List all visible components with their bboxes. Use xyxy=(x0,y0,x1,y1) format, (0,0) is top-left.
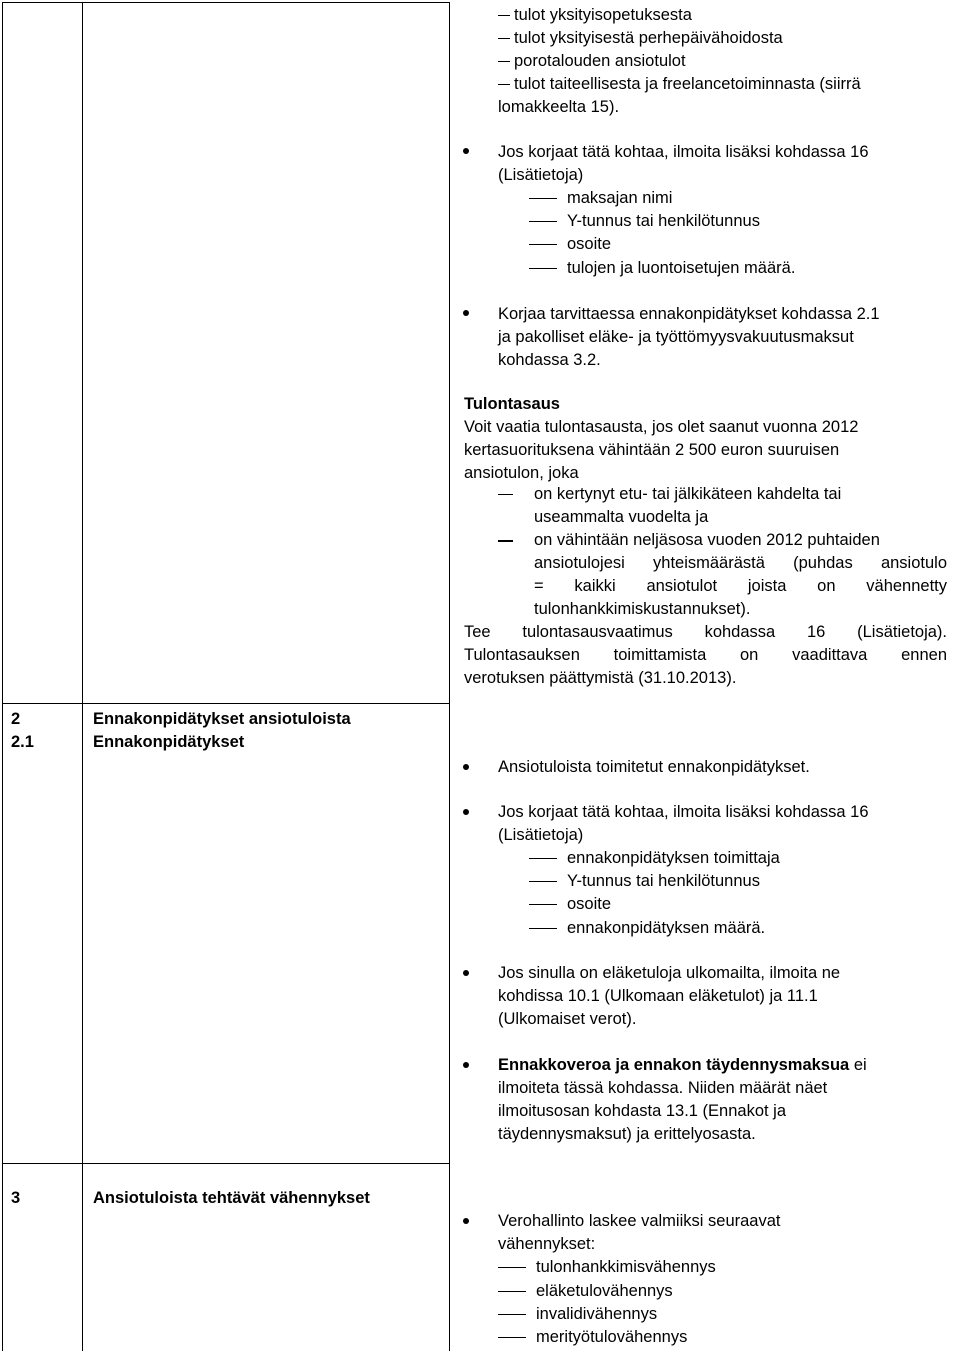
s3-item: merityötulovähennys xyxy=(498,1326,687,1349)
condition-2-cont: ansiotulojesi yhteismäärästä (puhdas ansiotulo xyxy=(534,554,947,572)
s2-bullet-4-cont: täydennysmaksut) ja erittelyosasta. xyxy=(498,1125,756,1143)
correct-intro-cont: (Lisätietoja) xyxy=(498,166,584,184)
s2-item: osoite xyxy=(529,893,611,916)
section-2-divider xyxy=(2,703,449,704)
dash-icon xyxy=(498,540,513,542)
correct-item: maksajan nimi xyxy=(529,187,672,210)
s2-item: ennakonpidätyksen toimittaja xyxy=(529,847,780,870)
income-item: tulot taiteellisesta ja freelancetoiminnasta (siirrä xyxy=(498,73,861,96)
tulontasaus-heading: Tulontasaus xyxy=(464,395,560,413)
s2-bullet-4 xyxy=(498,1054,867,1077)
bullet-icon xyxy=(463,148,469,154)
bullet-icon xyxy=(463,970,469,976)
s2-bullet-3: Jos sinulla on eläketuloja ulkomailta, ilmoita ne xyxy=(498,964,841,982)
correct-item: Y-tunnus tai henkilötunnus xyxy=(529,210,760,233)
tulontasaus-intro: Voit vaatia tulontasausta, jos olet saanut vuonna 2012 xyxy=(464,418,859,436)
bullet-icon xyxy=(463,764,469,770)
income-item: tulot yksityisopetuksesta xyxy=(498,4,692,27)
table-col-divider-2 xyxy=(449,2,450,1351)
condition-2-cont: = kaikki ansiotulot joista on vähennetty xyxy=(534,577,947,595)
correct-item: osoite xyxy=(529,233,611,256)
tulontasaus-outro: Tee tulontasausvaatimus kohdassa 16 (Lisätietoja). xyxy=(464,623,947,641)
s3-item: eläketulovähennys xyxy=(498,1280,673,1303)
s3-item: invalidivähennys xyxy=(498,1303,657,1326)
bullet-icon xyxy=(463,809,469,815)
s2-bullet-4-bold: Ennakkoveroa ja ennakon täydennysmaksua xyxy=(498,1056,850,1074)
fix-line: ja pakolliset eläke- ja työttömyysvakuutusmaksut xyxy=(498,328,854,346)
section-3-divider xyxy=(2,1163,449,1164)
s2-bullet-4-cont: ilmoiteta tässä kohdassa. Niiden määrät näet xyxy=(498,1079,828,1097)
bullet-icon xyxy=(463,1218,469,1224)
table-left-border xyxy=(2,2,3,1351)
section-3-title: Ansiotuloista tehtävät vähennykset xyxy=(93,1189,370,1207)
tulontasaus-intro: kertasuorituksena vähintään 2 500 euron suuruisen xyxy=(464,441,840,459)
section-2-number: 2 xyxy=(11,710,21,728)
condition-1-cont: useammalta vuodelta ja xyxy=(534,508,709,526)
income-item-continued: lomakkeelta 15). xyxy=(498,98,620,116)
table-col-divider-1 xyxy=(82,2,83,1351)
income-item: porotalouden ansiotulot xyxy=(498,50,686,73)
s3-bullet-1-cont: vähennykset: xyxy=(498,1235,596,1253)
tulontasaus-outro: verotuksen päättymistä (31.10.2013). xyxy=(464,669,737,687)
condition-1: on kertynyt etu- tai jälkikäteen kahdelta tai xyxy=(534,485,842,503)
bullet-icon xyxy=(463,1062,469,1068)
s2-item: ennakonpidätyksen määrä. xyxy=(529,917,765,940)
tulontasaus-intro: ansiotulon, joka xyxy=(464,464,579,482)
income-item: tulot yksityisestä perhepäivähoidosta xyxy=(498,27,783,50)
s2-bullet-2: Jos korjaat tätä kohtaa, ilmoita lisäksi kohdassa 16 xyxy=(498,803,869,821)
s2-bullet-4-rest: ei xyxy=(849,1056,867,1074)
correct-item: tulojen ja luontoisetujen määrä. xyxy=(529,257,795,280)
correct-intro: Jos korjaat tätä kohtaa, ilmoita lisäksi kohdassa 16 xyxy=(498,143,869,161)
s2-bullet-1: Ansiotuloista toimitetut ennakonpidätykset. xyxy=(498,758,810,776)
s2-item: Y-tunnus tai henkilötunnus xyxy=(529,870,760,893)
bullet-icon xyxy=(463,310,469,316)
condition-2: on vähintään neljäsosa vuoden 2012 puhtaiden xyxy=(534,531,880,549)
condition-2-cont: tulonhankkimiskustannukset). xyxy=(534,600,751,618)
section-2-1-number: 2.1 xyxy=(11,733,34,751)
table-top-border xyxy=(2,2,449,3)
section-2-1-title: Ennakonpidätykset xyxy=(93,733,245,751)
s2-bullet-3-cont: kohdissa 10.1 (Ulkomaan eläketulot) ja 11.1 xyxy=(498,987,818,1005)
s2-bullet-4-cont: ilmoitusosan kohdasta 13.1 (Ennakot ja xyxy=(498,1102,787,1120)
section-2-title: Ennakonpidätykset ansiotuloista xyxy=(93,710,351,728)
dash-icon xyxy=(498,494,513,495)
section-3-number: 3 xyxy=(11,1189,21,1207)
fix-line: kohdassa 3.2. xyxy=(498,351,601,369)
s3-item: tulonhankkimisvähennys xyxy=(498,1256,716,1279)
tulontasaus-outro: Tulontasauksen toimittamista on vaadittava ennen xyxy=(464,646,947,664)
s3-bullet-1: Verohallinto laskee valmiiksi seuraavat xyxy=(498,1212,781,1230)
fix-line: Korjaa tarvittaessa ennakonpidätykset kohdassa 2.1 xyxy=(498,305,880,323)
s2-bullet-3-cont: (Ulkomaiset verot). xyxy=(498,1010,637,1028)
s2-bullet-2-cont: (Lisätietoja) xyxy=(498,826,584,844)
